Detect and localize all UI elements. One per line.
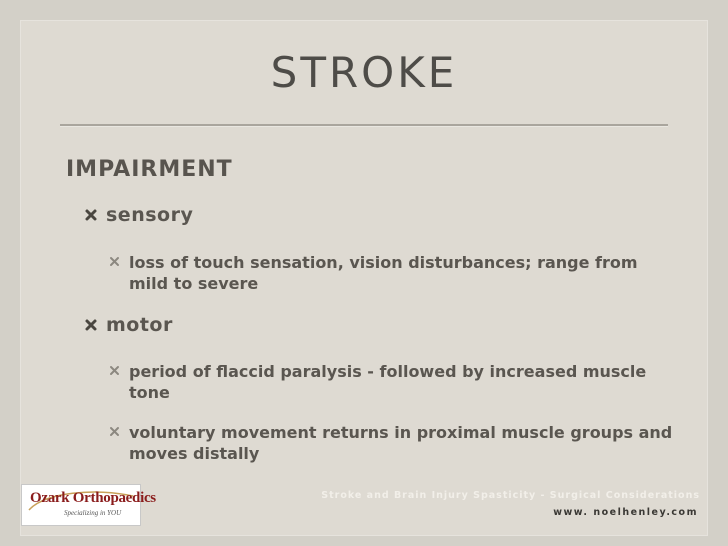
ozark-orthopaedics-logo	[21, 484, 156, 526]
section-heading: IMPAIRMENT	[66, 157, 233, 182]
logo-tagline: Specializing in YOU	[64, 509, 122, 517]
footer-url: www. noelhenley.com	[553, 507, 698, 518]
bullet-motor	[106, 314, 173, 336]
footer-caption: Stroke and Brain Injury Spasticity - Surgical Considerations	[321, 490, 700, 501]
sub-bullet-text: loss of touch sensation, vision disturbances; range from mild to severe	[129, 253, 638, 293]
sub-bullet-flaccid-paralysis	[129, 361, 649, 403]
x-bullet-icon	[109, 256, 120, 267]
x-bullet-icon	[109, 426, 120, 437]
slide-title: STROKE	[270, 48, 458, 97]
sub-bullet-voluntary-movement	[129, 422, 674, 464]
bullet-label: sensory	[106, 204, 194, 226]
x-bullet-icon	[84, 318, 98, 332]
x-bullet-icon	[84, 208, 98, 222]
x-bullet-icon	[109, 365, 120, 376]
sub-bullet-sensory-detail	[129, 252, 669, 294]
logo-name: Ozark Orthopaedics	[30, 490, 156, 506]
bullet-label: motor	[106, 314, 173, 336]
sub-bullet-text: period of flaccid paralysis - followed by increased muscle tone	[129, 362, 647, 402]
bullet-sensory	[106, 204, 193, 226]
sub-bullet-text: voluntary movement returns in proximal muscle groups and moves distally	[129, 423, 673, 463]
title-divider	[60, 124, 668, 126]
